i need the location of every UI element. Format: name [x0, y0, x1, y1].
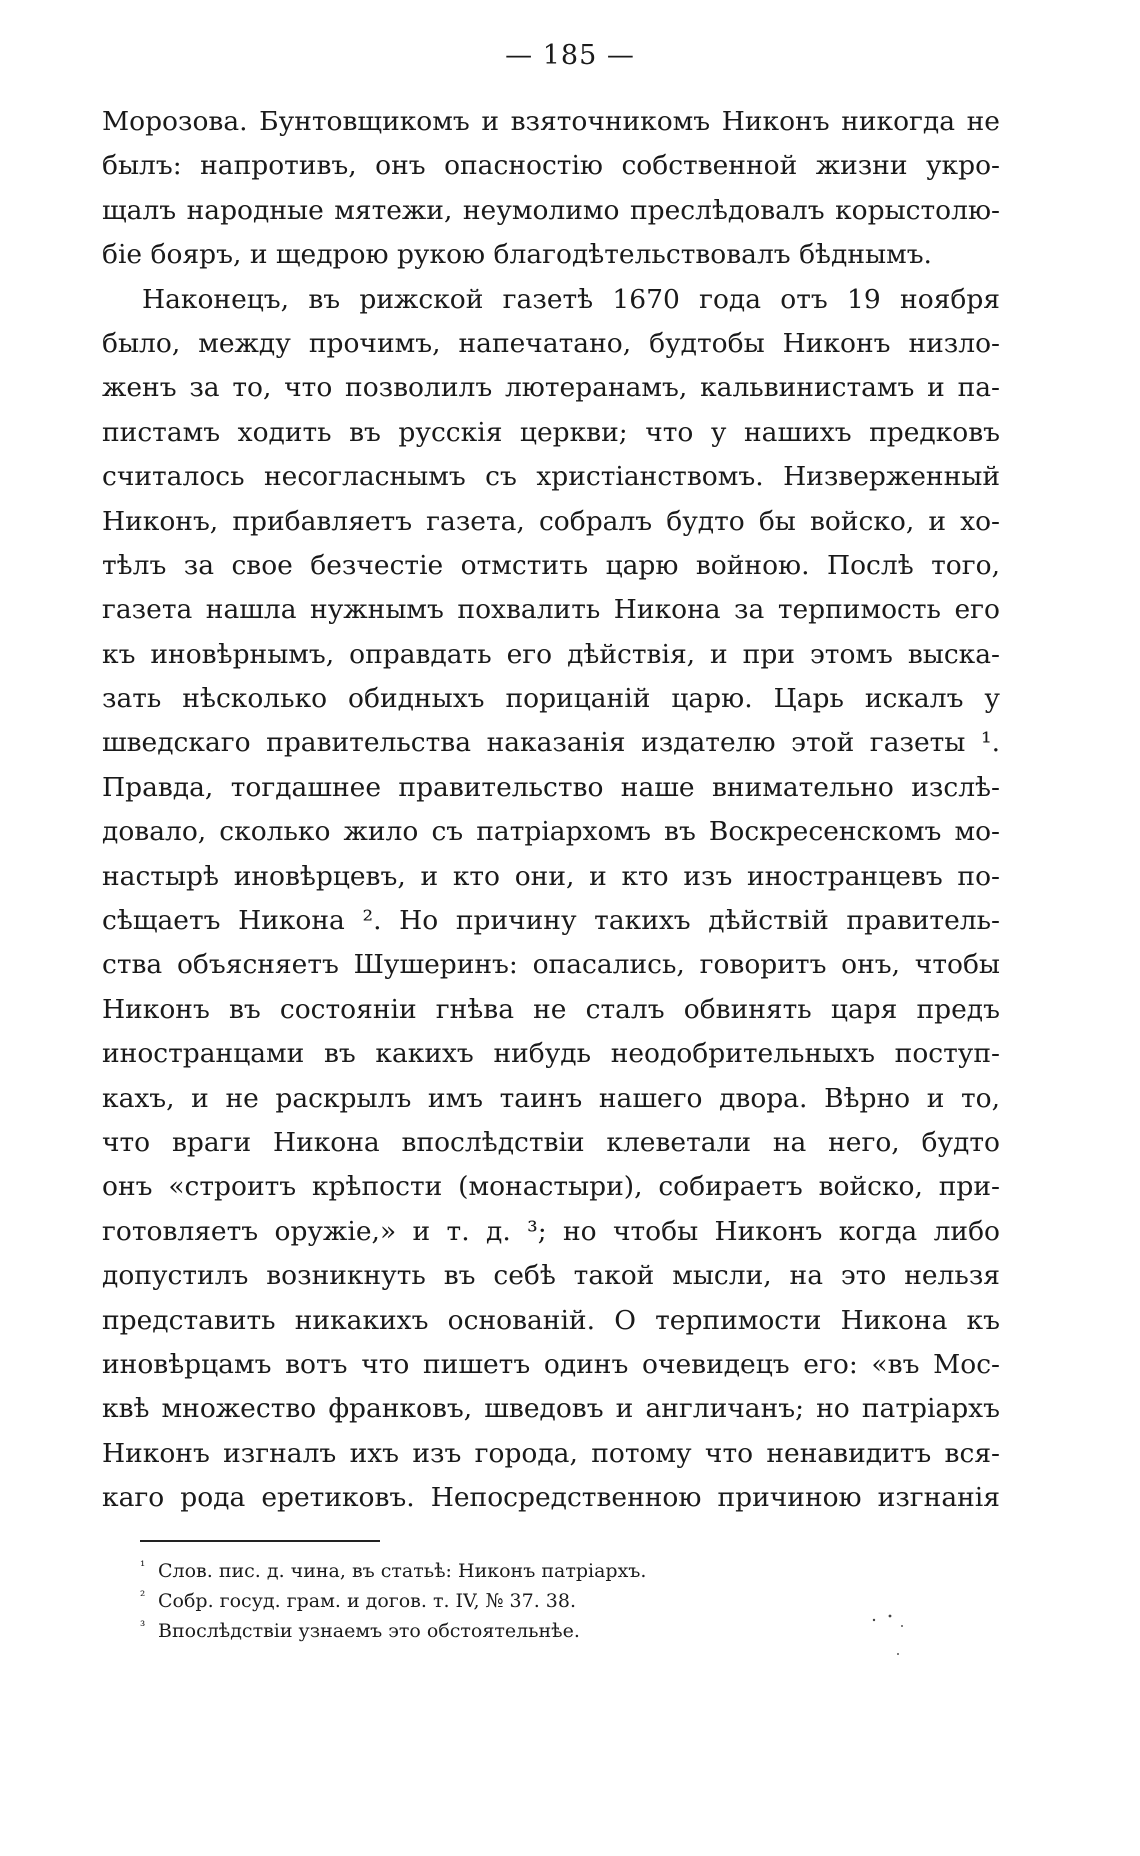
text-line: щалъ народные мятежи, неумолимо преслѣдовалъ корыстолю-: [102, 194, 1000, 226]
text-line: представить никакихъ основаній. О терпимости Никона къ: [102, 1304, 1000, 1336]
text-line: онъ «строитъ крѣпости (монастыри), собираетъ войско, при-: [102, 1171, 1000, 1203]
text-line: газета нашла нужнымъ похвалить Никона за терпимость его: [102, 594, 1000, 626]
footnote-text: Слов. пис. д. чина, въ статьѣ: Никонъ патріархъ.: [158, 1560, 647, 1582]
text-line: Никонъ въ состояніи гнѣва не сталъ обвинять царя предъ: [102, 993, 1000, 1025]
footnote-text: Собр. госуд. грам. и догов. т. IV, № 37. 38.: [158, 1590, 577, 1612]
footnote-mark: ³: [140, 1619, 146, 1634]
text-line: пистамъ ходить въ русскія церкви; что у нашихъ предковъ: [102, 416, 1000, 448]
text-line: женъ за то, что позволилъ лютеранамъ, кальвинистамъ и па-: [102, 372, 1000, 404]
text-line: ства объясняетъ Шушеринъ: опасались, говоритъ онъ, чтобы: [102, 949, 1000, 981]
footnote-text: Впослѣдствіи узнаемъ это обстоятельнѣе.: [158, 1620, 580, 1642]
text-line: зать нѣсколько обидныхъ порицаній царю. Царь искалъ у: [102, 683, 1000, 715]
text-line: каго рода еретиковъ. Непосредственною причиною изгнанія: [102, 1482, 1000, 1514]
footnote: [140, 1586, 940, 1616]
text-line: квѣ множество франковъ, шведовъ и англичанъ; но патріархъ: [102, 1393, 1000, 1425]
text-line: готовляетъ оружіе,» и т. д. ³; но чтобы Никонъ когда либо: [102, 1215, 1000, 1247]
text-line: считалось несогласнымъ съ христіанствомъ. Низверженный: [102, 461, 1000, 493]
text-line: Никонъ, прибавляетъ газета, собралъ будто бы войско, и хо-: [102, 505, 1000, 537]
text-line: шведскаго правительства наказанія издателю этой газеты ¹.: [102, 727, 1000, 759]
text-line: настырѣ иновѣрцевъ, и кто они, и кто изъ иностранцевъ по-: [102, 860, 1000, 892]
text-line: допустилъ возникнуть въ себѣ такой мысли, на это нельзя: [102, 1260, 1000, 1292]
scan-specks: [870, 1612, 910, 1662]
page-number: — 185 —: [505, 40, 635, 71]
text-line: сѣщаетъ Никона ². Но причину такихъ дѣйствій правитель-: [102, 905, 1000, 937]
text-line: былъ: напротивъ, онъ опасностію собственной жизни укро-: [102, 150, 1000, 182]
text-line: Морозова. Бунтовщикомъ и взяточникомъ Никонъ никогда не: [102, 106, 1000, 137]
text-line: иновѣрцамъ вотъ что пишетъ одинъ очевидецъ его: «въ Мос-: [102, 1348, 1000, 1380]
text-line: было, между прочимъ, напечатано, будтобы Никонъ низло-: [102, 327, 1000, 359]
text-line: къ иновѣрнымъ, оправдать его дѣйствія, и при этомъ выска-: [102, 638, 1000, 670]
text-line: иностранцами въ какихъ нибудь неодобрительныхъ поступ-: [102, 1038, 1000, 1070]
footnote-mark: ¹: [140, 1559, 146, 1574]
text-line: что враги Никона впослѣдствіи клеветали на него, будто: [102, 1126, 1000, 1158]
paragraph-start-line: Наконецъ, въ рижской газетѣ 1670 года отъ 19 ноября: [142, 283, 1000, 315]
footnotes: [140, 1556, 940, 1646]
footnote: [140, 1616, 940, 1646]
body-text: [102, 100, 1000, 1521]
footnote: [140, 1556, 940, 1586]
footnote-mark: ²: [140, 1589, 146, 1604]
text-line: Правда, тогдашнее правительство наше внимательно изслѣ-: [102, 771, 1000, 803]
text-line: тѣлъ за свое безчестіе отмстить царю войною. Послѣ того,: [102, 549, 1000, 581]
text-line: біе бояръ, и щедрою рукою благодѣтельствовалъ бѣднымъ.: [102, 239, 932, 271]
text-line: кахъ, и не раскрылъ имъ таинъ нашего двора. Вѣрно и то,: [102, 1082, 1000, 1114]
text-line: довало, сколько жило съ патріархомъ въ Воскресенскомъ мо-: [102, 816, 1000, 848]
footnote-divider: [140, 1540, 380, 1542]
text-line: Никонъ изгналъ ихъ изъ города, потому что ненавидитъ вся-: [102, 1437, 1000, 1469]
